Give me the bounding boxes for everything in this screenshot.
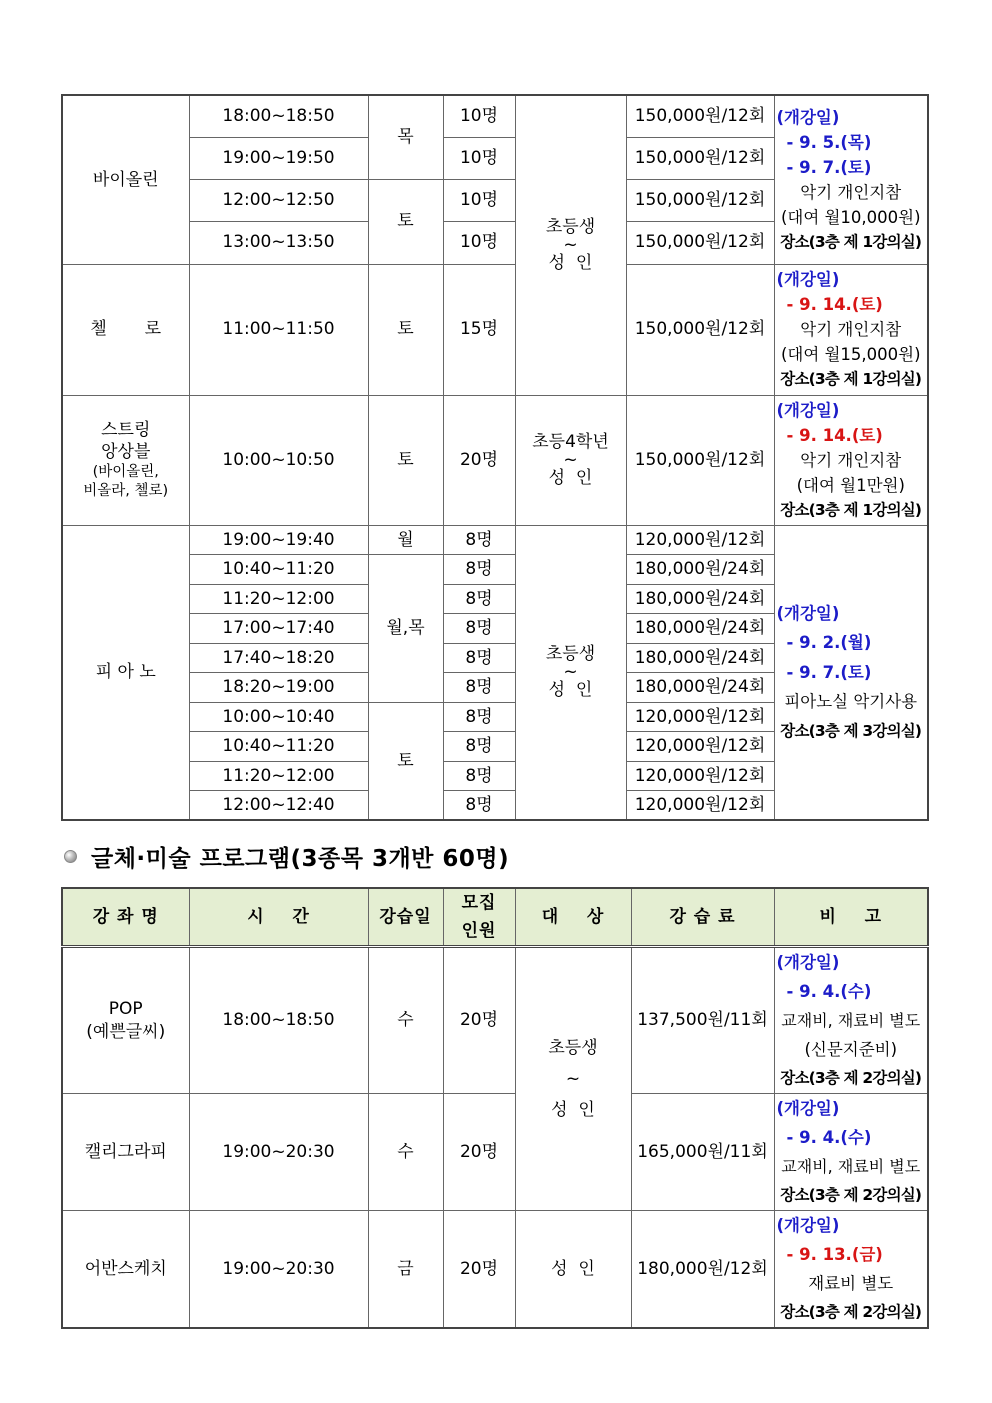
course-name: 캘리그라피 (62, 1094, 189, 1211)
class-day: 토 (368, 395, 443, 525)
capacity: 8명 (443, 555, 515, 585)
course-name: 피 아 노 (62, 525, 189, 820)
place-text: 장소(3층 제 1강의실) (780, 232, 922, 251)
note-cell (774, 264, 928, 395)
open-date-label: (개강일) (776, 603, 840, 623)
place-text: 장소(3층 제 2강의실) (780, 1303, 922, 1321)
capacity: 20명 (443, 1094, 515, 1211)
class-day: 월 (368, 525, 443, 555)
note-text: 교재비, 재료비 별도 (781, 1157, 921, 1176)
capacity: 8명 (443, 673, 515, 703)
note-cell (774, 95, 928, 264)
course-name: 첼 로 (62, 264, 189, 395)
course-name (62, 395, 189, 525)
class-time: 10:00~10:50 (189, 395, 368, 525)
target-line: ~ (565, 1068, 581, 1089)
class-day: 월,목 (368, 555, 443, 703)
target-line: ~ (563, 450, 578, 470)
note-text: 악기 개인지참 (800, 320, 902, 339)
header-target: 대 상 (515, 888, 631, 947)
header-day: 강습일 (368, 888, 443, 947)
class-time: 17:40~18:20 (189, 643, 368, 673)
section-title: 글체·미술 프로그램(3종목 3개반 60명) (91, 846, 510, 872)
note-text: 피아노실 악기사용 (784, 692, 918, 711)
open-date: - 9. 4.(수) (786, 1128, 872, 1147)
course-name-sub: (바이올린, (92, 464, 159, 481)
target-line: 초등4학년 (532, 431, 609, 452)
open-date-label: (개강일) (776, 107, 840, 127)
table-row (62, 395, 928, 525)
class-day: 토 (368, 264, 443, 395)
fee: 180,000원/12회 (631, 1211, 774, 1329)
place-text: 장소(3층 제 3강의실) (780, 721, 922, 740)
open-date: - 9. 7.(토) (786, 662, 872, 682)
header-time: 시 간 (189, 888, 368, 947)
note-cell (774, 525, 928, 820)
class-time: 17:00~17:40 (189, 614, 368, 644)
bullet-icon (64, 850, 77, 863)
table-row (62, 1211, 928, 1329)
target-line: 성 인 (548, 680, 593, 701)
music-program-table (61, 94, 929, 821)
class-time: 18:00~18:50 (189, 947, 368, 1094)
class-day: 토 (368, 179, 443, 264)
table-row (62, 1094, 928, 1211)
capacity: 8명 (443, 761, 515, 791)
class-day: 토 (368, 702, 443, 820)
class-time: 10:40~11:20 (189, 732, 368, 762)
open-date-label: (개강일) (776, 1099, 840, 1118)
capacity: 8명 (443, 525, 515, 555)
fee: 150,000원/12회 (626, 137, 774, 179)
open-date-label: (개강일) (776, 270, 840, 289)
capacity: 10명 (443, 179, 515, 221)
class-time: 11:00~11:50 (189, 264, 368, 395)
note-text: (신문지준비) (804, 1040, 898, 1059)
table-row (62, 264, 928, 395)
target-line: 성 인 (548, 253, 593, 274)
capacity: 10명 (443, 221, 515, 264)
class-time: 12:00~12:40 (189, 791, 368, 821)
fee: 120,000원/12회 (626, 732, 774, 762)
open-date-label: (개강일) (776, 400, 840, 420)
capacity: 10명 (443, 95, 515, 137)
open-date: - 9. 2.(월) (786, 633, 872, 652)
fee: 150,000원/12회 (626, 95, 774, 137)
target-line: 초등생 (548, 1037, 598, 1058)
capacity: 10명 (443, 137, 515, 179)
class-time: 13:00~13:50 (189, 221, 368, 264)
target-group (515, 947, 631, 1211)
note-text: 교재비, 재료비 별도 (781, 1011, 921, 1030)
target-group (515, 525, 626, 820)
fee: 150,000원/12회 (626, 264, 774, 395)
class-time: 11:20~12:00 (189, 761, 368, 791)
target-line: ~ (563, 235, 578, 256)
header-note: 비 고 (774, 888, 928, 947)
capacity: 8명 (443, 702, 515, 732)
class-time: 19:00~20:30 (189, 1211, 368, 1329)
note-cell (774, 947, 928, 1094)
target-line: 초등생 (545, 217, 596, 238)
open-date-label: (개강일) (776, 953, 840, 972)
capacity: 8명 (443, 791, 515, 821)
fee: 180,000원/24회 (626, 555, 774, 585)
class-day: 목 (368, 95, 443, 179)
capacity: 8명 (443, 643, 515, 673)
class-time: 11:20~12:00 (189, 584, 368, 614)
capacity: 8명 (443, 584, 515, 614)
fee: 180,000원/24회 (626, 584, 774, 614)
fee: 150,000원/12회 (626, 395, 774, 525)
fee: 180,000원/24회 (626, 614, 774, 644)
target-line: 초등생 (545, 644, 596, 665)
target-group: 성 인 (515, 1211, 631, 1329)
course-name-sub: 비올라, 첼로) (83, 483, 169, 500)
header-course-name: 강 좌 명 (62, 888, 189, 947)
capacity: 20명 (443, 947, 515, 1094)
note-cell (774, 1094, 928, 1211)
course-name: 어반스케치 (62, 1211, 189, 1329)
course-name (62, 947, 189, 1094)
note-text: (대여 월1만원) (796, 475, 905, 495)
header-capacity (443, 888, 515, 947)
place-text: 장소(3층 제 2강의실) (780, 1069, 922, 1087)
place-text: 장소(3층 제 1강의실) (780, 500, 922, 519)
fee: 120,000원/12회 (626, 791, 774, 821)
header-capacity-line: 인원 (461, 921, 497, 941)
fee: 150,000원/12회 (626, 221, 774, 264)
open-date: - 9. 14.(토) (786, 425, 883, 445)
header-fee: 강 습 료 (631, 888, 774, 947)
target-group (515, 395, 626, 525)
target-line: 성 인 (548, 468, 593, 488)
note-cell (774, 1211, 928, 1329)
table-row (62, 947, 928, 1094)
class-day: 금 (368, 1211, 443, 1329)
class-day: 수 (368, 947, 443, 1094)
place-text: 장소(3층 제 2강의실) (780, 1186, 922, 1204)
art-program-table (61, 887, 929, 1329)
capacity: 8명 (443, 614, 515, 644)
open-date-label: (개강일) (776, 1216, 840, 1235)
fee: 150,000원/12회 (626, 179, 774, 221)
open-date: - 9. 13.(금) (786, 1245, 883, 1264)
capacity: 20명 (443, 1211, 515, 1329)
note-text: 악기 개인지참 (800, 182, 902, 202)
section-heading (64, 840, 509, 873)
open-date: - 9. 14.(토) (786, 295, 883, 314)
table-row (62, 95, 928, 137)
table-row (62, 525, 928, 555)
target-group (515, 95, 626, 395)
fee: 120,000원/12회 (626, 702, 774, 732)
note-cell (774, 395, 928, 525)
note-text: (대여 월15,000원) (780, 345, 921, 364)
course-name-line: (예쁜글씨) (86, 1021, 166, 1042)
capacity: 8명 (443, 732, 515, 762)
class-time: 18:00~18:50 (189, 95, 368, 137)
fee: 180,000원/24회 (626, 643, 774, 673)
fee: 165,000원/11회 (631, 1094, 774, 1211)
fee: 120,000원/12회 (626, 761, 774, 791)
class-time: 10:00~10:40 (189, 702, 368, 732)
fee: 137,500원/11회 (631, 947, 774, 1094)
class-time: 19:00~19:40 (189, 525, 368, 555)
open-date: - 9. 7.(토) (786, 157, 872, 177)
class-time: 12:00~12:50 (189, 179, 368, 221)
class-time: 10:40~11:20 (189, 555, 368, 585)
target-line: 성 인 (551, 1099, 595, 1120)
note-text: (대여 월10,000원) (780, 207, 921, 227)
note-text: 악기 개인지참 (800, 450, 902, 470)
open-date: - 9. 5.(목) (786, 132, 872, 152)
class-time: 18:20~19:00 (189, 673, 368, 703)
capacity: 20명 (443, 395, 515, 525)
place-text: 장소(3층 제 1강의실) (780, 370, 922, 388)
target-line: ~ (563, 662, 578, 683)
class-day: 수 (368, 1094, 443, 1211)
course-name: 바이올린 (62, 95, 189, 264)
fee: 180,000원/24회 (626, 673, 774, 703)
course-name-line: POP (108, 999, 143, 1020)
header-capacity-line: 모집 (461, 893, 497, 913)
capacity: 15명 (443, 264, 515, 395)
table-header-row (62, 888, 928, 947)
class-time: 19:00~20:30 (189, 1094, 368, 1211)
course-name-line: 스트링 (101, 420, 151, 441)
course-name-line: 앙상블 (101, 442, 151, 463)
note-text: 재료비 별도 (808, 1274, 894, 1293)
class-time: 19:00~19:50 (189, 137, 368, 179)
fee: 120,000원/12회 (626, 525, 774, 555)
open-date: - 9. 4.(수) (786, 982, 872, 1001)
